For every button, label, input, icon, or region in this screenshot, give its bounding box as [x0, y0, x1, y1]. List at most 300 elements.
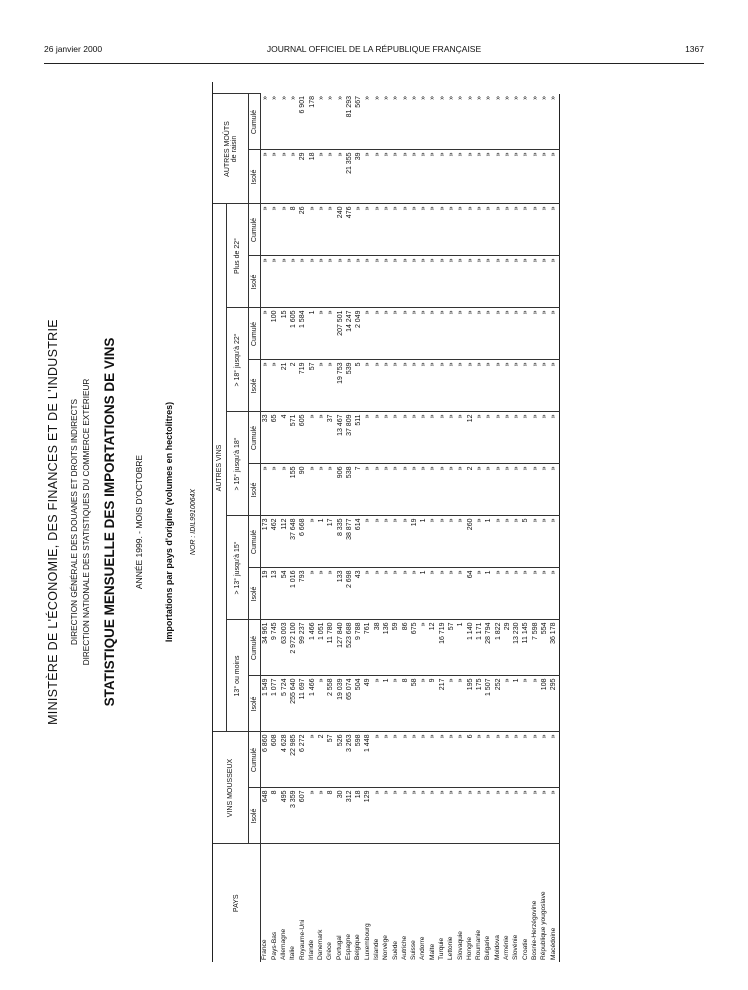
volume-cell: 34 961: [261, 620, 271, 676]
volume-cell: »: [261, 360, 271, 412]
volume-cell: 19 753: [335, 360, 344, 412]
table-row: [512, 94, 521, 962]
volume-cell: »: [280, 204, 289, 256]
volume-cell: 1 507: [484, 676, 493, 732]
volume-cell: »: [326, 204, 335, 256]
volume-cell: »: [400, 568, 409, 620]
volume-cell: 28 794: [484, 620, 493, 676]
volume-cell: »: [521, 256, 530, 308]
volume-cell: 1 171: [475, 620, 484, 676]
volume-cell: »: [503, 256, 512, 308]
volume-cell: »: [503, 516, 512, 568]
volume-cell: 19: [410, 516, 419, 568]
table-row: [484, 94, 493, 962]
country-name: Moldova: [493, 935, 501, 960]
volume-cell: »: [493, 204, 502, 256]
volume-cell: »: [521, 204, 530, 256]
table-row: [410, 94, 419, 962]
country-name: Suède: [391, 940, 399, 960]
volume-cell: »: [270, 94, 279, 150]
volume-cell: 38: [373, 620, 382, 676]
volume-cell: »: [466, 204, 475, 256]
volume-cell: 476: [345, 204, 354, 256]
country-name: Luxembourg: [363, 923, 371, 960]
volume-cell: »: [475, 732, 484, 788]
table-row: [280, 94, 289, 962]
volume-cell: 63 003: [280, 620, 289, 676]
country-name: Turquie: [437, 937, 445, 960]
table-row: [438, 94, 447, 962]
volume-cell: »: [521, 150, 530, 204]
volume-cell: 29: [298, 150, 307, 204]
volume-cell: »: [447, 360, 456, 412]
volume-cell: »: [484, 94, 493, 150]
volume-cell: 255 640: [289, 676, 298, 732]
volume-cell: »: [531, 94, 540, 150]
volume-cell: 571: [289, 412, 298, 464]
volume-cell: »: [447, 308, 456, 360]
volume-cell: »: [400, 308, 409, 360]
volume-cell: »: [317, 256, 326, 308]
volume-cell: »: [456, 732, 465, 788]
country-name: Danemark: [317, 929, 325, 960]
volume-cell: 8: [270, 788, 279, 844]
volume-cell: »: [456, 412, 465, 464]
table-row: [400, 94, 409, 962]
volume-cell: »: [531, 412, 540, 464]
country-name: Royaume-Uni: [298, 919, 306, 960]
volume-cell: »: [261, 308, 271, 360]
volume-cell: »: [410, 94, 419, 150]
volume-cell: »: [326, 150, 335, 204]
volume-cell: 99 237: [298, 620, 307, 676]
volume-cell: 14 247: [345, 308, 354, 360]
country-name: Espagne: [345, 933, 353, 960]
volume-cell: »: [466, 256, 475, 308]
main-title: STATISTIQUE MENSUELLE DES IMPORTATIONS DE VINS: [102, 337, 117, 707]
country-name: Allemagne: [279, 928, 287, 960]
volume-cell: »: [270, 150, 279, 204]
volume-cell: »: [391, 788, 400, 844]
volume-cell: »: [373, 568, 382, 620]
volume-cell: »: [363, 412, 372, 464]
volume-cell: »: [531, 676, 540, 732]
volume-cell: »: [447, 256, 456, 308]
table-row: [326, 94, 335, 962]
volume-cell: »: [298, 256, 307, 308]
volume-cell: »: [317, 412, 326, 464]
volume-cell: »: [382, 150, 391, 204]
volume-cell: »: [400, 732, 409, 788]
volume-cell: »: [400, 204, 409, 256]
volume-cell: 81 293: [345, 94, 354, 150]
volume-cell: »: [549, 732, 559, 788]
country-name: Bulgarie: [484, 935, 492, 960]
volume-cell: 9 745: [270, 620, 279, 676]
country-name: Hongrie: [465, 936, 473, 960]
volume-cell: »: [419, 676, 428, 732]
col-header-moutsl-line1: AUTRES MOÛTS: [223, 121, 231, 177]
col-header-isole: Isolé: [249, 676, 261, 732]
volume-cell: »: [280, 464, 289, 516]
volume-cell: »: [493, 516, 502, 568]
volume-cell: »: [521, 94, 530, 150]
volume-cell: 18: [354, 788, 363, 844]
country-name: Roumanie: [475, 929, 483, 960]
volume-cell: 12: [466, 412, 475, 464]
volume-cell: 1: [317, 516, 326, 568]
volume-cell: »: [531, 150, 540, 204]
volume-cell: »: [493, 94, 502, 150]
volume-cell: »: [456, 568, 465, 620]
volume-cell: 15: [280, 308, 289, 360]
volume-cell: »: [373, 204, 382, 256]
country-name: Islande: [372, 938, 380, 960]
volume-cell: »: [400, 150, 409, 204]
volume-cell: »: [438, 256, 447, 308]
volume-cell: 29: [503, 620, 512, 676]
direction-line-1: DIRECTION GÉNÉRALE DES DOUANES ET DROITS INDIRECTS: [70, 399, 79, 645]
country-name: Andorre: [419, 936, 427, 960]
volume-cell: »: [317, 464, 326, 516]
country-name: Irlande: [307, 939, 315, 960]
volume-cell: »: [447, 568, 456, 620]
volume-cell: »: [373, 788, 382, 844]
volume-cell: »: [540, 516, 549, 568]
volume-cell: »: [531, 732, 540, 788]
volume-cell: 607: [298, 788, 307, 844]
volume-cell: »: [382, 732, 391, 788]
volume-cell: »: [363, 150, 372, 204]
volume-cell: »: [280, 94, 289, 150]
volume-cell: 11 145: [521, 620, 530, 676]
volume-cell: 719: [298, 360, 307, 412]
volume-cell: »: [391, 360, 400, 412]
volume-cell: 129: [363, 788, 372, 844]
volume-cell: »: [410, 360, 419, 412]
volume-cell: 1 448: [363, 732, 372, 788]
volume-cell: »: [549, 568, 559, 620]
volume-cell: »: [531, 568, 540, 620]
direction-line-2: DIRECTION NATIONALE DES STATISTIQUES DU COMMERCE EXTÉRIEUR: [82, 378, 91, 666]
volume-cell: »: [521, 788, 530, 844]
volume-cell: 30: [335, 788, 344, 844]
volume-cell: »: [521, 568, 530, 620]
volume-cell: »: [475, 568, 484, 620]
volume-cell: »: [475, 150, 484, 204]
volume-cell: »: [438, 360, 447, 412]
volume-cell: »: [326, 568, 335, 620]
volume-cell: »: [261, 464, 271, 516]
volume-cell: »: [493, 732, 502, 788]
volume-cell: 1: [512, 676, 521, 732]
volume-cell: 90: [298, 464, 307, 516]
volume-cell: 761: [363, 620, 372, 676]
volume-cell: »: [317, 204, 326, 256]
volume-cell: 1 016: [289, 568, 298, 620]
col-header-moutsl: [213, 94, 249, 204]
volume-cell: »: [382, 412, 391, 464]
country-name: Italie: [289, 946, 297, 960]
volume-cell: 5: [354, 360, 363, 412]
volume-cell: »: [419, 412, 428, 464]
volume-cell: »: [438, 788, 447, 844]
volume-cell: »: [512, 308, 521, 360]
volume-cell: »: [317, 94, 326, 150]
volume-cell: »: [503, 676, 512, 732]
volume-cell: »: [419, 150, 428, 204]
volume-cell: »: [484, 360, 493, 412]
volume-cell: »: [512, 412, 521, 464]
volume-cell: »: [428, 412, 437, 464]
volume-cell: »: [382, 94, 391, 150]
volume-cell: »: [289, 150, 298, 204]
volume-cell: 511: [354, 412, 363, 464]
col-header-group-4: > 18° jusqu'à 22°: [227, 308, 249, 412]
volume-cell: 11 780: [326, 620, 335, 676]
volume-cell: »: [307, 516, 316, 568]
col-header-isole: Isolé: [249, 256, 261, 308]
volume-cell: 7: [354, 464, 363, 516]
col-header-cumule: Cumulé: [249, 412, 261, 464]
volume-cell: »: [317, 676, 326, 732]
table-row: [345, 94, 354, 962]
volume-cell: 462: [270, 516, 279, 568]
volume-cell: »: [400, 516, 409, 568]
volume-cell: »: [354, 204, 363, 256]
volume-cell: »: [317, 568, 326, 620]
volume-cell: »: [540, 256, 549, 308]
volume-cell: »: [419, 620, 428, 676]
volume-cell: 26: [298, 204, 307, 256]
volume-cell: 1 605: [289, 308, 298, 360]
volume-cell: 614: [354, 516, 363, 568]
country-name: Arménie: [503, 935, 511, 960]
volume-cell: »: [400, 94, 409, 150]
volume-cell: »: [447, 464, 456, 516]
volume-cell: »: [419, 256, 428, 308]
volume-cell: 2 698: [345, 568, 354, 620]
table-row: [298, 94, 307, 962]
volume-cell: »: [447, 732, 456, 788]
volume-cell: 13: [270, 568, 279, 620]
volume-cell: »: [261, 256, 271, 308]
volume-cell: »: [475, 308, 484, 360]
volume-cell: 3 359: [289, 788, 298, 844]
volume-cell: »: [521, 412, 530, 464]
volume-cell: 127 840: [335, 620, 344, 676]
volume-cell: 906: [335, 464, 344, 516]
volume-cell: »: [549, 464, 559, 516]
volume-cell: »: [373, 360, 382, 412]
volume-cell: 8: [400, 676, 409, 732]
volume-cell: »: [540, 94, 549, 150]
table-row: [270, 94, 279, 962]
volume-cell: »: [391, 150, 400, 204]
country-name: Norvège: [382, 935, 390, 960]
volume-cell: 16 719: [438, 620, 447, 676]
volume-cell: 9: [428, 676, 437, 732]
period-line: ANNÉE 1999. - MOIS D'OCTOBRE: [134, 454, 144, 590]
volume-cell: »: [549, 788, 559, 844]
volume-cell: »: [484, 308, 493, 360]
volume-cell: »: [317, 308, 326, 360]
volume-cell: »: [354, 256, 363, 308]
volume-cell: »: [456, 788, 465, 844]
volume-cell: »: [261, 94, 271, 150]
volume-cell: »: [438, 516, 447, 568]
table-row: [466, 94, 475, 962]
volume-cell: 554: [540, 620, 549, 676]
volume-cell: 195: [466, 676, 475, 732]
ministry-title: MINISTÈRE DE L'ÉCONOMIE, DES FINANCES ET DE L'INDUSTRIE: [46, 319, 60, 725]
table-row: [307, 94, 316, 962]
volume-cell: »: [400, 412, 409, 464]
volume-cell: »: [382, 516, 391, 568]
table-row: [261, 94, 271, 962]
country-name: Croatie: [521, 938, 529, 960]
volume-cell: »: [419, 204, 428, 256]
import-table: [212, 94, 560, 963]
volume-cell: 4 628: [280, 732, 289, 788]
volume-cell: 4: [280, 412, 289, 464]
volume-cell: »: [466, 360, 475, 412]
volume-cell: »: [549, 256, 559, 308]
col-header-isole: Isolé: [249, 788, 261, 844]
volume-cell: »: [289, 94, 298, 150]
volume-cell: 57: [307, 360, 316, 412]
volume-cell: »: [419, 360, 428, 412]
volume-cell: »: [503, 788, 512, 844]
volume-cell: 100: [270, 308, 279, 360]
volume-cell: »: [475, 516, 484, 568]
volume-cell: »: [410, 568, 419, 620]
volume-cell: »: [410, 150, 419, 204]
volume-cell: 39: [354, 150, 363, 204]
volume-cell: 49: [363, 676, 372, 732]
volume-cell: »: [335, 256, 344, 308]
volume-cell: »: [391, 464, 400, 516]
volume-cell: »: [391, 94, 400, 150]
volume-cell: 11 697: [298, 676, 307, 732]
volume-cell: 1 077: [270, 676, 279, 732]
volume-cell: »: [428, 788, 437, 844]
volume-cell: »: [307, 732, 316, 788]
volume-cell: »: [410, 732, 419, 788]
volume-cell: 1: [484, 516, 493, 568]
volume-cell: »: [456, 94, 465, 150]
volume-cell: »: [540, 150, 549, 204]
volume-cell: »: [373, 516, 382, 568]
volume-cell: »: [512, 150, 521, 204]
volume-cell: 6 272: [298, 732, 307, 788]
page-date: 26 janvier 2000: [44, 44, 103, 54]
volume-cell: »: [493, 568, 502, 620]
volume-cell: 526: [335, 732, 344, 788]
col-header-group-5: Plus de 22°: [227, 204, 249, 308]
volume-cell: »: [438, 150, 447, 204]
col-header-autres-vins: AUTRES VINS: [213, 204, 227, 732]
volume-cell: »: [391, 204, 400, 256]
volume-cell: 7 598: [531, 620, 540, 676]
volume-cell: 1 051: [317, 620, 326, 676]
country-name: Grèce: [326, 942, 334, 960]
volume-cell: »: [289, 256, 298, 308]
country-name: Lettonie: [447, 936, 455, 960]
volume-cell: »: [540, 568, 549, 620]
volume-cell: 173: [261, 516, 271, 568]
volume-cell: 2 972 100: [289, 620, 298, 676]
volume-cell: 648: [261, 788, 271, 844]
volume-cell: »: [438, 412, 447, 464]
volume-cell: 1: [484, 568, 493, 620]
volume-cell: »: [493, 464, 502, 516]
volume-cell: »: [503, 464, 512, 516]
volume-cell: »: [428, 464, 437, 516]
volume-cell: »: [484, 204, 493, 256]
table-row: [475, 94, 484, 962]
table-row: [540, 94, 549, 962]
volume-cell: »: [363, 94, 372, 150]
volume-cell: »: [456, 516, 465, 568]
volume-cell: »: [428, 94, 437, 150]
volume-cell: »: [512, 94, 521, 150]
volume-cell: »: [345, 256, 354, 308]
volume-cell: »: [307, 412, 316, 464]
volume-cell: »: [391, 676, 400, 732]
volume-cell: »: [438, 204, 447, 256]
volume-cell: 59: [391, 620, 400, 676]
volume-cell: »: [466, 150, 475, 204]
col-header-cumule: Cumulé: [249, 620, 261, 676]
volume-cell: »: [382, 204, 391, 256]
volume-cell: 1 140: [466, 620, 475, 676]
volume-cell: 2 049: [354, 308, 363, 360]
volume-cell: »: [382, 788, 391, 844]
volume-cell: »: [512, 788, 521, 844]
volume-cell: »: [428, 308, 437, 360]
volume-cell: 133: [335, 568, 344, 620]
volume-cell: »: [326, 308, 335, 360]
volume-cell: »: [521, 732, 530, 788]
country-name: Portugal: [335, 935, 343, 960]
volume-cell: »: [493, 308, 502, 360]
volume-cell: »: [317, 150, 326, 204]
volume-cell: »: [456, 360, 465, 412]
table-row: [521, 94, 530, 962]
volume-cell: 108: [540, 676, 549, 732]
volume-cell: »: [438, 464, 447, 516]
table-row: [382, 94, 391, 962]
table-row: [391, 94, 400, 962]
volume-cell: »: [512, 568, 521, 620]
volume-cell: 38 877: [345, 516, 354, 568]
volume-cell: »: [438, 308, 447, 360]
volume-cell: »: [549, 412, 559, 464]
volume-cell: 1: [419, 568, 428, 620]
volume-cell: »: [419, 732, 428, 788]
volume-cell: »: [475, 360, 484, 412]
volume-cell: »: [419, 788, 428, 844]
volume-cell: »: [521, 676, 530, 732]
volume-cell: »: [326, 256, 335, 308]
volume-cell: »: [280, 256, 289, 308]
volume-cell: »: [326, 94, 335, 150]
volume-cell: 17: [326, 516, 335, 568]
volume-cell: 2 558: [326, 676, 335, 732]
volume-cell: 2: [317, 732, 326, 788]
volume-cell: »: [540, 732, 549, 788]
